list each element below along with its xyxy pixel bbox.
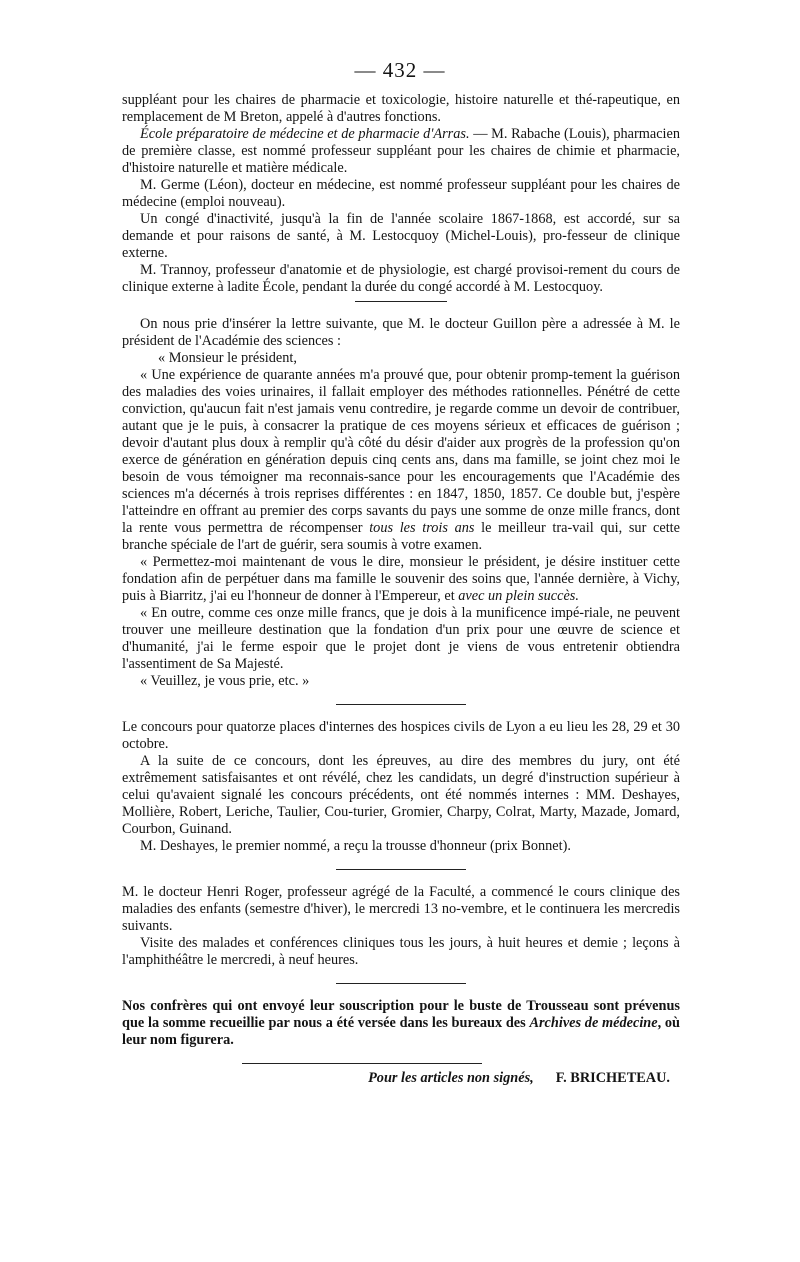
letter-text: « Une expérience de quarante années m'a prouvé que, pour obtenir promp-tement la guérison des maladies des voies urinaires, il fallait employer des méthodes rationnelles. Pénétré de cette conviction, qu'aucun fait n'est jamais venu contredire, je regarde comme un devoir de contribuer, autant que je le puis, à consacrer la pratique de ces moyens sérieux et efficaces de guérison ; devoir d'autant plus doux à remplir qu'à côté du désir d'aider aux progrès de la profession qu'on exerce de génération en génération depuis cinq cents ans, dans ma famille, se joint chez moi le besoin de vous témoigner ma reconnais-sance pour les encouragements que l'Académie des sciences m'a décernés à trois reprises différentes : en 1847, 1850, 1857. Ce double but, j'espère l'atteindre en offrant au premier des corps savants du pays une somme de onze mille francs, dont la rente vous permettra de récompenser [122, 367, 680, 536]
paragraph-text: — M. Rabache (Louis), pharmacien de première classe, est nommé professeur suppléant pour les chaires de chimie et pharmacie, d'histoire naturelle et matière médicale. [122, 126, 681, 176]
emphasis: Archives de médecine [529, 1015, 658, 1031]
section-divider [336, 983, 466, 984]
paragraph [122, 998, 680, 1049]
paragraph: M. Deshayes, le premier nommé, a reçu la trousse d'honneur (prix Bonnet). [140, 838, 571, 854]
school-name: École préparatoire de médecine et de pharmacie d'Arras. [140, 126, 470, 142]
paragraph: A la suite de ce concours, dont les épreuves, au dire des membres du jury, ont été extrêmement satisfaisantes et ont révélé, chez les candidats, un degré d'instruction supérieur à celui qu'avaient signalé les concours précédents, ont été nommés internes : MM. Deshayes, Mollière, Robert, Leriche, Taulier, Cou-turier, Gromier, Charpy, Colrat, Marty, Mazade, Jomard, Courbon, Guinand. [122, 753, 680, 837]
body-text [122, 92, 680, 1087]
paragraph: M. le docteur Henri Roger, professeur agrégé de la Faculté, a commencé le cours clinique des maladies des enfants (semestre d'hiver), le mercredi 13 no-vembre, et le continuera les mercredis suivants. [122, 884, 680, 934]
signature-divider [242, 1063, 482, 1064]
section-divider [355, 301, 447, 302]
letter-text: « Permettez-moi maintenant de vous le dire, monsieur le président, je désire instituer cette fondation afin de perpétuer dans ma famille le souvenir des soins que, l'année dernière, à Vichy, puis à Biarritz, j'ai eu l'honneur de donner à l'Empereur, et [122, 554, 680, 604]
emphasis: avec un plein succès. [458, 588, 579, 604]
paragraph-text: Nos confrères qui ont envoyé leur souscription pour le buste de Trousseau sont prévenus que la somme recueillie par nous a été versée dans les bureaux des [122, 998, 680, 1031]
letter-paragraph [122, 554, 680, 605]
signature-line [122, 1070, 680, 1087]
letter-closing: « Veuillez, je vous prie, etc. » [140, 673, 310, 689]
paragraph [122, 126, 680, 177]
letter-paragraph: « En outre, comme ces onze mille francs, que je dois à la munificence impé-riale, ne peuvent trouver une meilleure destination que la fondation d'un prix pour une œuvre de science et d'humanité, j'ai le ferme espoir que le projet dont je viens de vous entretenir obtiendra l'assentiment de Sa Majesté. [122, 605, 680, 672]
paragraph: M. Trannoy, professeur d'anatomie et de physiologie, est chargé provisoi-rement du cours de clinique externe à ladite École, pendant la durée du congé accordé à M. Lestocquoy. [122, 262, 680, 295]
letter-paragraph [122, 367, 680, 554]
signature-name: F. BRICHETEAU. [555, 1070, 670, 1086]
paragraph: suppléant pour les chaires de pharmacie et toxicologie, histoire naturelle et thé-rapeutique, en remplacement de M Breton, appelé à d'autres fonctions. [122, 92, 680, 125]
paragraph: Visite des malades et conférences cliniques tous les jours, à huit heures et demie ; leçons à l'amphithéâtre le mercredi, à neuf heures. [122, 935, 680, 968]
paragraph: On nous prie d'insérer la lettre suivante, que M. le docteur Guillon père a adressée à M. le président de l'Académie des sciences : [122, 316, 680, 349]
paragraph-text: , où leur nom figurera. [122, 1015, 681, 1048]
paragraph: Le concours pour quatorze places d'internes des hospices civils de Lyon a eu lieu les 28, 29 et 30 octobre. [122, 719, 680, 752]
page-number: — 432 — [354, 58, 446, 82]
letter-salutation: « Monsieur le président, [158, 350, 297, 366]
letter-text: le meilleur tra-vail qui, sur cette branche spéciale de l'art de guérir, sera soumis à votre examen. [122, 520, 680, 553]
emphasis: tous les trois ans [369, 520, 475, 536]
paragraph: Un congé d'inactivité, jusqu'à la fin de l'année scolaire 1867-1868, est accordé, sur sa demande et pour raisons de santé, à M. Lestocquoy (Michel-Louis), pro-fesseur de clinique externe. [122, 211, 680, 261]
section-divider [336, 704, 466, 705]
signature-note: Pour les articles non signés, [368, 1070, 534, 1086]
paragraph: M. Germe (Léon), docteur en médecine, est nommé professeur suppléant pour les chaires de médecine (emploi nouveau). [122, 177, 680, 210]
signature-block [122, 1063, 680, 1087]
section-divider [336, 869, 466, 870]
